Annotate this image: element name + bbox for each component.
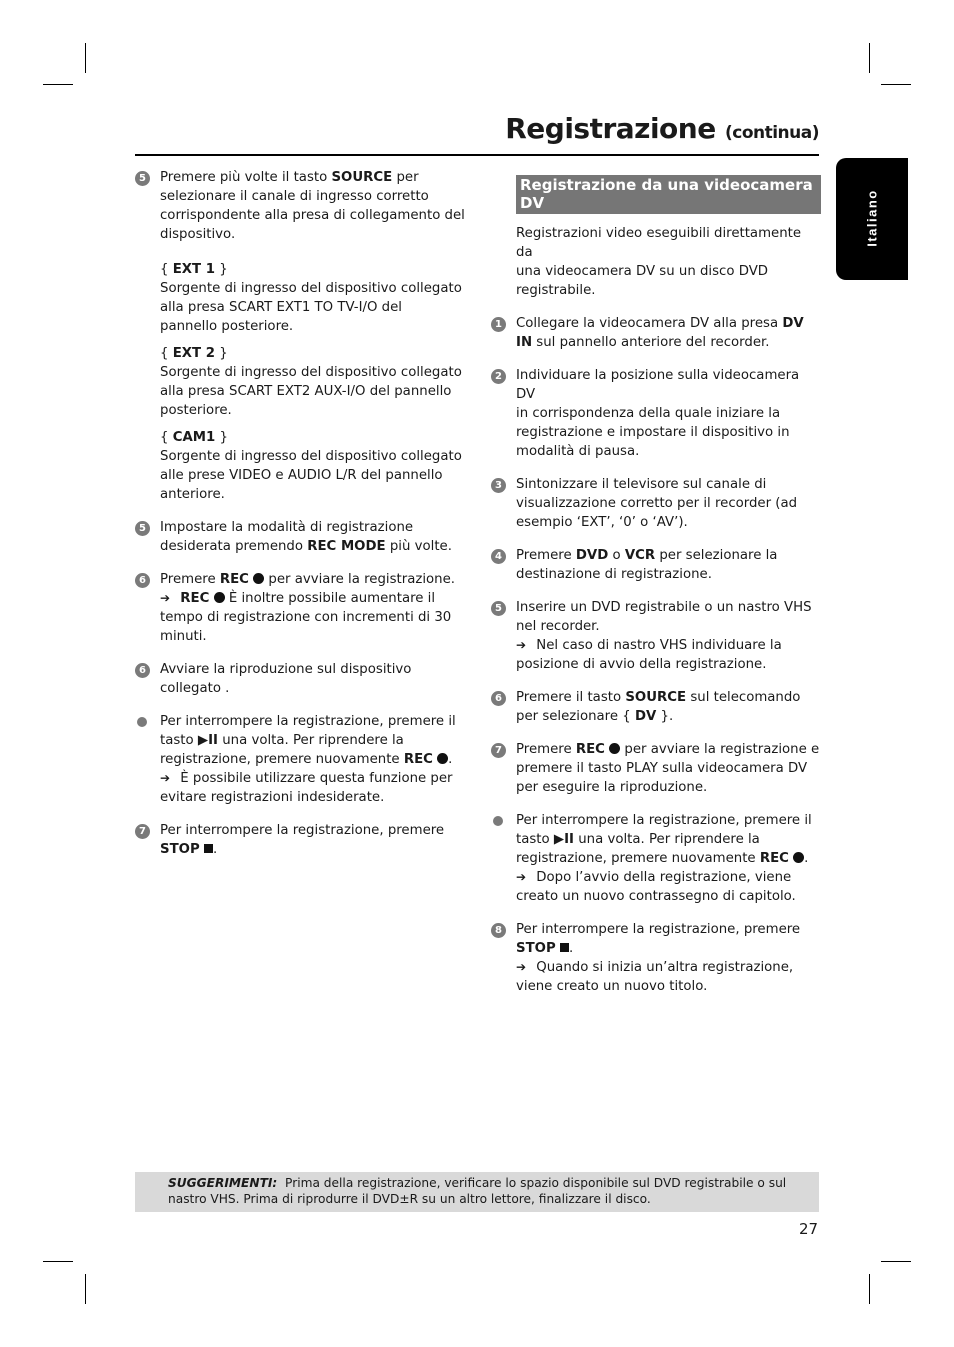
text: sul pannello anteriore del recorder. [532, 335, 770, 350]
key-dvd: DVD [575, 548, 609, 563]
text: per selezionare la [655, 548, 778, 563]
text: creato un nuovo contrassegno di capitolo. [516, 889, 796, 904]
title-main: Registrazione [505, 112, 716, 145]
text: alla presa SCART EXT2 AUX-I/O del pannello [160, 384, 452, 399]
option-label: EXT 1 [172, 262, 215, 277]
stop-square-icon [204, 844, 213, 853]
option-label: CAM1 [172, 430, 216, 445]
page-title [505, 112, 819, 145]
option-ext2: { EXT 2 } Sorgente di ingresso del dispositivo collegato alla presa SCART EXT2 AUX-I/O del pannello posteriore. [160, 344, 465, 420]
step-number: 4 [491, 549, 506, 564]
step-stop: 7 Per interrompere la registrazione, premere STOP . [135, 821, 465, 859]
step-number: 5 [135, 521, 150, 536]
option-ext1: { EXT 1 } Sorgente di ingresso del dispositivo collegato alla presa SCART EXT1 TO TV-I/O del pannello posteriore. [160, 260, 465, 336]
step-play-device [135, 660, 465, 698]
crop-mark [85, 43, 86, 73]
text: Sorgente di ingresso del dispositivo collegato [160, 365, 462, 380]
text: Per interrompere la registrazione, premere il [516, 813, 812, 828]
arrow-right-icon: ➔ [516, 960, 527, 974]
language-tab-label: Italiano [864, 189, 880, 247]
text: corrispondente alla presa di collegamento del [160, 208, 465, 223]
language-tab [836, 158, 908, 280]
text: visualizzazione corretto per il recorder (ad [516, 496, 798, 511]
arrow-right-icon: ➔ [160, 591, 171, 605]
section-heading: Registrazione da una videocamera DV [516, 175, 821, 214]
step-locate [491, 366, 821, 461]
key-rec: REC [403, 752, 433, 767]
text: Premere il tasto [516, 690, 626, 705]
record-dot-icon [214, 592, 225, 603]
text: per eseguire la riproduzione. [516, 780, 708, 795]
step-number: 6 [135, 663, 150, 678]
text: minuti. [160, 629, 207, 644]
text: registrazione e impostare il dispositivo in [516, 425, 790, 440]
text: Registrazioni video eseguibili direttamente da [516, 226, 802, 260]
text: Impostare la modalità di registrazione [160, 520, 414, 535]
text: Nel caso di nastro VHS individuare la [532, 638, 782, 653]
tip-text: nastro VHS. Prima di riprodurre il DVD±R su un altro lettore, finalizzare il disco. [168, 1192, 651, 1206]
text: Sorgente di ingresso del dispositivo collegato [160, 449, 462, 464]
text: Individuare la posizione sulla videocamera DV [516, 368, 800, 402]
text: una volta. Per riprendere la [218, 733, 404, 748]
text: esempio ‘EXT’, ‘0’ o ‘AV’). [516, 515, 688, 530]
text: Premere più volte il tasto [160, 170, 332, 185]
text: premere il tasto PLAY sulla videocamera DV [516, 761, 808, 776]
right-column [491, 168, 821, 1010]
key-in: IN [516, 335, 533, 350]
text: Collegare la videocamera DV alla presa [516, 316, 783, 331]
step-number: 6 [135, 573, 150, 588]
step-number: 7 [135, 824, 150, 839]
key-source: SOURCE [625, 690, 687, 705]
text: per selezionare { [516, 709, 635, 724]
text: Per interrompere la registrazione, premere [160, 823, 445, 838]
left-column [135, 168, 465, 873]
bullet-pause: Per interrompere la registrazione, premere il tasto ▶II una volta. Per riprendere la registrazione, premere nuovamente REC . ➔ È possibile utilizzare questa funzione per evitare registrazioni indesiderate. [135, 712, 465, 807]
tip-label: SUGGERIMENTI: [168, 1176, 278, 1190]
text: Premere [516, 548, 576, 563]
text: posteriore. [160, 403, 232, 418]
text: anteriore. [160, 487, 225, 502]
key-source: SOURCE [331, 170, 393, 185]
step-tune-tv [491, 475, 821, 532]
text: modalità di pausa. [516, 444, 640, 459]
text: Per interrompere la registrazione, premere [516, 922, 801, 937]
key-rec: REC [219, 572, 249, 587]
step-rec-mode [135, 518, 465, 556]
key-rec: REC [759, 851, 789, 866]
step-number: 3 [491, 478, 506, 493]
step-select-dest [491, 546, 821, 584]
arrow-right-icon: ➔ [516, 870, 527, 884]
key-rec: REC [575, 742, 605, 757]
step-number: 2 [491, 369, 506, 384]
text: o [608, 548, 625, 563]
play-pause-icon: ▶II [553, 832, 574, 847]
option-label: EXT 2 [172, 346, 215, 361]
text: registrabile. [516, 283, 596, 298]
text: È possibile utilizzare questa funzione per [176, 771, 453, 786]
arrow-right-icon: ➔ [160, 771, 171, 785]
text: per [392, 170, 419, 185]
tip-box [135, 1172, 819, 1212]
text: più volte. [385, 539, 452, 554]
text: Inserire un DVD registrabile o un nastro VHS [516, 600, 812, 615]
text: evitare registrazioni indesiderate. [160, 790, 385, 805]
step-number: 7 [491, 743, 506, 758]
key-rec-mode: REC MODE [307, 539, 386, 554]
step-connect-dv [491, 314, 821, 352]
text: sul telecomando [686, 690, 801, 705]
step-number: 5 [135, 171, 150, 186]
step-rec-play [491, 740, 821, 797]
text: destinazione di registrazione. [516, 567, 712, 582]
section-intro [491, 224, 821, 300]
text: Sorgente di ingresso del dispositivo collegato [160, 281, 462, 296]
key-stop: STOP [160, 842, 200, 857]
text: Sintonizzare il televisore sul canale di [516, 477, 767, 492]
arrow-right-icon: ➔ [516, 638, 527, 652]
bullet-icon [137, 717, 147, 727]
play-pause-icon: ▶II [197, 733, 218, 748]
text: in corrispondenza della quale iniziare la [516, 406, 781, 421]
bullet-icon [493, 816, 503, 826]
page-number: 27 [799, 1220, 819, 1238]
step-stop: 8 Per interrompere la registrazione, premere STOP . ➔ Quando si inizia un’altra registrazione, viene creato un nuovo titolo. [491, 920, 821, 996]
text: tasto [160, 733, 198, 748]
text: È inoltre possibile aumentare il [224, 591, 436, 606]
text: per avviare la registrazione e [620, 742, 820, 757]
step-number: 5 [491, 601, 506, 616]
text: viene creato un nuovo titolo. [516, 979, 708, 994]
record-dot-icon [253, 573, 264, 584]
record-dot-icon [793, 852, 804, 863]
text: registrazione, premere nuovamente [516, 851, 760, 866]
text: Per interrompere la registrazione, premere il [160, 714, 456, 729]
text: collegato . [160, 681, 230, 696]
key-vcr: VCR [624, 548, 656, 563]
step-number: 1 [491, 317, 506, 332]
text: Avviare la riproduzione sul dispositivo [160, 662, 412, 677]
text: una volta. Per riprendere la [574, 832, 760, 847]
step-insert-media [491, 598, 821, 674]
crop-mark [881, 84, 911, 85]
crop-mark [43, 84, 73, 85]
text: pannello posteriore. [160, 319, 294, 334]
text: desiderata premendo [160, 539, 308, 554]
text: tasto [516, 832, 554, 847]
option-cam1: { CAM1 } Sorgente di ingresso del dispositivo collegato alle prese VIDEO e AUDIO L/R del pannello anteriore. [160, 428, 465, 504]
key-rec: REC [180, 591, 210, 606]
text: per avviare la registrazione. [264, 572, 455, 587]
tip-text: Prima della registrazione, verificare lo spazio disponibile sul DVD registrabile o sul [277, 1176, 787, 1190]
crop-mark [881, 1261, 911, 1262]
record-dot-icon [609, 743, 620, 754]
text: alle prese VIDEO e AUDIO L/R del pannello [160, 468, 443, 483]
text: dispositivo. [160, 227, 236, 242]
crop-mark [43, 1261, 73, 1262]
step-number: 6 [491, 691, 506, 706]
text: Quando si inizia un’altra registrazione, [532, 960, 794, 975]
stop-square-icon [560, 943, 569, 952]
step-source-dv [491, 688, 821, 726]
text: posizione di avvio della registrazione. [516, 657, 767, 672]
step-number: 8 [491, 923, 506, 938]
record-dot-icon [437, 753, 448, 764]
text: selezionare il canale di ingresso corretto [160, 189, 429, 204]
key-dv: DV [634, 709, 657, 724]
text: tempo di registrazione con incrementi di 30 [160, 610, 452, 625]
key-dv: DV [782, 316, 804, 331]
text: una videocamera DV su un disco DVD [516, 264, 769, 279]
step-rec [135, 570, 465, 646]
text: alla presa SCART EXT1 TO TV-I/O del [160, 300, 402, 315]
key-stop: STOP [516, 941, 556, 956]
text: }. [656, 709, 674, 724]
crop-mark [869, 43, 870, 73]
crop-mark [869, 1274, 870, 1304]
title-subtitle: (continua) [724, 123, 819, 143]
text: Premere [160, 572, 220, 587]
bullet-pause: Per interrompere la registrazione, premere il tasto ▶II una volta. Per riprendere la registrazione, premere nuovamente REC . ➔ Dopo l’avvio della registrazione, viene creato un nuovo contrassegno di capitolo. [491, 811, 821, 906]
text: registrazione, premere nuovamente [160, 752, 404, 767]
text: nel recorder. [516, 619, 600, 634]
step-source [135, 168, 465, 504]
text: Premere [516, 742, 576, 757]
crop-mark [85, 1274, 86, 1304]
text: Dopo l’avvio della registrazione, viene [532, 870, 792, 885]
title-rule [135, 154, 819, 156]
